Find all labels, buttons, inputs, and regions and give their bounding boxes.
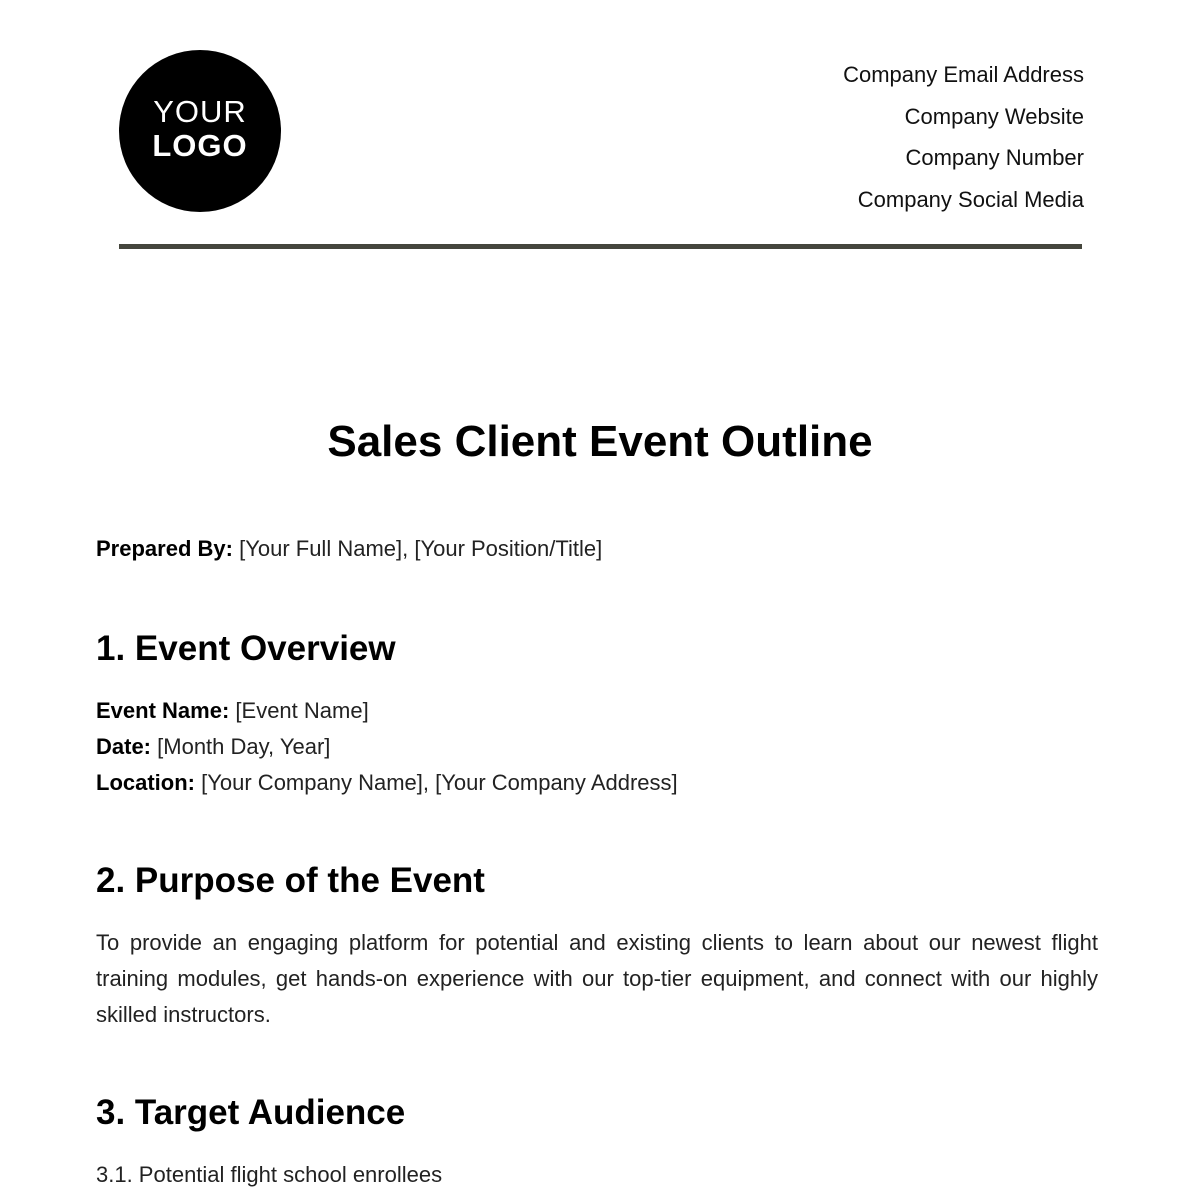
section-heading-purpose: 2. Purpose of the Event xyxy=(96,861,485,900)
header-divider xyxy=(119,244,1082,249)
event-location-line xyxy=(96,770,678,796)
company-logo xyxy=(119,50,281,212)
section-heading-overview: 1. Event Overview xyxy=(96,629,396,668)
event-date-value: [Month Day, Year] xyxy=(157,734,331,759)
event-location-value: [Your Company Name], [Your Company Address] xyxy=(201,770,678,795)
event-name-label: Event Name: xyxy=(96,698,230,723)
event-location-label: Location: xyxy=(96,770,195,795)
event-date-line xyxy=(96,734,330,760)
event-name-line xyxy=(96,698,369,724)
section-heading-audience: 3. Target Audience xyxy=(96,1093,406,1132)
prepared-by-label: Prepared By: xyxy=(96,536,233,561)
event-date-label: Date: xyxy=(96,734,152,759)
prepared-by-value: [Your Full Name], [Your Position/Title] xyxy=(239,536,603,561)
purpose-paragraph: To provide an engaging platform for potential and existing clients to learn about our newest flight training modules, get hands-on experience with our top-tier equipment, and connect with our highly skilled instructors. xyxy=(96,930,1098,1027)
logo-text-line1: YOUR xyxy=(153,94,247,129)
company-social-media: Company Social Media xyxy=(857,187,1084,213)
event-name-value: [Event Name] xyxy=(235,698,369,723)
prepared-by-line xyxy=(96,536,602,562)
company-contact-block xyxy=(843,54,1084,221)
company-website: Company Website xyxy=(904,103,1084,129)
document-title: Sales Client Event Outline xyxy=(327,417,873,466)
company-number: Company Number xyxy=(905,145,1084,171)
logo-text-line2: LOGO xyxy=(152,128,248,163)
company-email: Company Email Address xyxy=(843,62,1084,87)
audience-list-item: 3.1. Potential flight school enrollees xyxy=(96,1162,443,1187)
